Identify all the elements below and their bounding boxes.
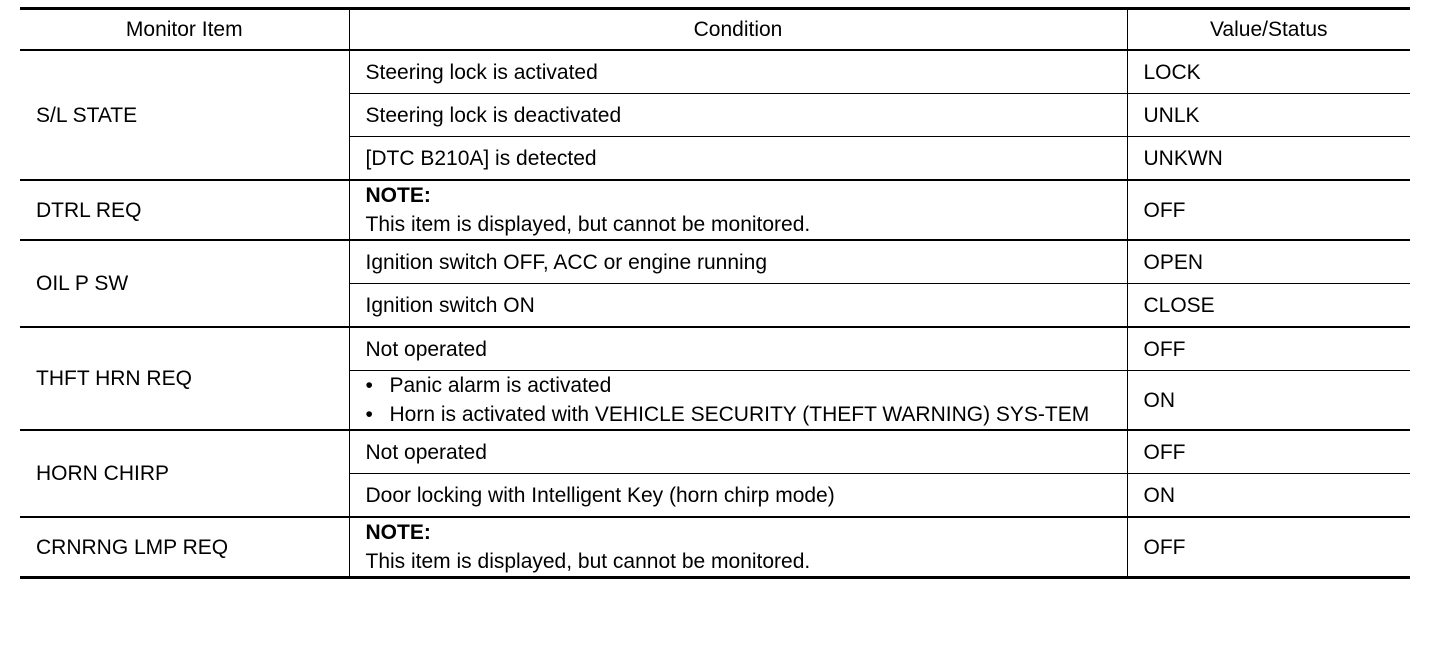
table-row: [20, 517, 1410, 578]
value-cell: CLOSE: [1127, 284, 1410, 328]
list-item: [366, 400, 1127, 429]
monitor-item-horn-chirp: HORN CHIRP: [20, 430, 349, 517]
bullet-text: Panic alarm is activated: [389, 374, 612, 397]
value-cell: OFF: [1127, 430, 1410, 474]
value-cell: ON: [1127, 474, 1410, 518]
value-cell: OFF: [1127, 517, 1410, 578]
monitor-item-table: [20, 7, 1410, 579]
condition-cell: [DTC B210A] is detected: [349, 137, 1127, 181]
note-text: This item is displayed, but cannot be monitored.: [365, 213, 811, 236]
condition-cell: Ignition switch ON: [349, 284, 1127, 328]
value-cell: UNLK: [1127, 94, 1410, 137]
condition-cell: Steering lock is deactivated: [349, 94, 1127, 137]
value-cell: OFF: [1127, 180, 1410, 240]
monitor-item-sl-state: S/L STATE: [20, 50, 349, 180]
header-condition: Condition: [349, 9, 1127, 51]
condition-cell: [349, 180, 1127, 240]
note-label: NOTE:: [365, 521, 431, 544]
bullet-icon: •: [365, 403, 373, 426]
monitor-item-thft-hrn-req: THFT HRN REQ: [20, 327, 349, 430]
table-row: [20, 50, 1410, 94]
monitor-item-oil-p-sw: OIL P SW: [20, 240, 349, 327]
table-row: [20, 180, 1410, 240]
table-row: [20, 327, 1410, 371]
note-text: This item is displayed, but cannot be monitored.: [365, 550, 811, 573]
value-cell: OFF: [1127, 327, 1410, 371]
monitor-item-dtrl-req: DTRL REQ: [20, 180, 349, 240]
note-label: NOTE:: [365, 184, 431, 207]
condition-cell: Steering lock is activated: [349, 50, 1127, 94]
list-item: [366, 371, 1127, 400]
header-monitor-item: Monitor Item: [125, 18, 243, 41]
value-cell: ON: [1127, 371, 1410, 431]
condition-cell: Not operated: [349, 327, 1127, 371]
table-row: [20, 240, 1410, 284]
condition-cell: Door locking with Intelligent Key (horn chirp mode): [349, 474, 1127, 518]
condition-cell: [349, 371, 1127, 431]
condition-cell: Not operated: [349, 430, 1127, 474]
table-header-row: [20, 9, 1410, 51]
header-value-status: Value/Status: [1127, 9, 1410, 51]
value-cell: LOCK: [1127, 50, 1410, 94]
condition-cell: Ignition switch OFF, ACC or engine running: [349, 240, 1127, 284]
bullet-icon: •: [365, 374, 373, 397]
condition-cell: [349, 517, 1127, 578]
bullet-text: Horn is activated with VEHICLE SECURITY (THEFT WARNING) SYS-TEM: [389, 403, 1090, 426]
table-row: [20, 430, 1410, 474]
bullet-list: [366, 371, 1127, 429]
value-cell: UNKWN: [1127, 137, 1410, 181]
monitor-item-crnrng-lmp-req: CRNRNG LMP REQ: [20, 517, 349, 578]
value-cell: OPEN: [1127, 240, 1410, 284]
